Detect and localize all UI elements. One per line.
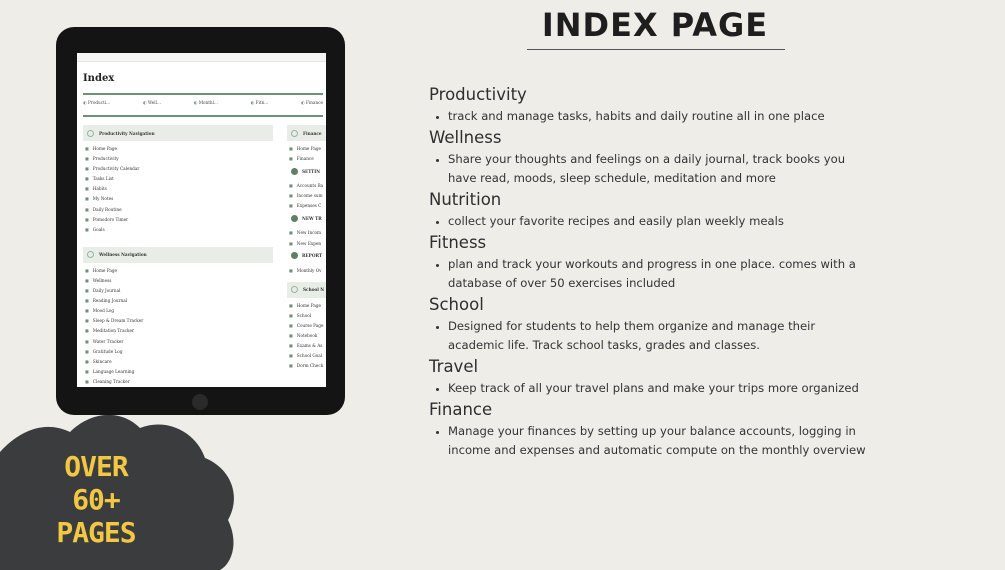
report-list [287, 263, 326, 276]
screen-tab[interactable]: ◐ Fitn... [251, 100, 269, 105]
section-heading: Finance [429, 400, 493, 419]
nav-link[interactable]: ■ Skincare [85, 357, 273, 367]
section-heading: Productivity [429, 85, 527, 104]
report-header: REPORT [287, 249, 326, 263]
section-travel [429, 356, 869, 398]
nav-link[interactable]: ■ Finance [289, 154, 326, 164]
section-heading: Wellness [429, 128, 502, 147]
nav-link[interactable]: ■ Mood Log [85, 306, 273, 316]
nav-link[interactable]: ■ Wellness [85, 276, 273, 286]
screen-top-bar [77, 53, 326, 62]
nav-link[interactable]: ■ School [289, 311, 326, 321]
section-bullets [429, 422, 869, 460]
report-icon [291, 252, 298, 259]
nav-link[interactable]: ■ Goals [85, 225, 273, 235]
screen-tab[interactable]: ◐ Finance [301, 100, 323, 105]
screen-tab[interactable]: ◐ Well... [143, 100, 161, 105]
nav-link[interactable]: ■ Expenses C [289, 201, 326, 211]
settings-icon [291, 168, 298, 175]
nav-link[interactable]: ■ Gratitude Log [85, 347, 273, 357]
school-nav-list [287, 298, 326, 372]
page-title: INDEX PAGE [541, 6, 769, 44]
nav-link[interactable]: ■ Course Page [289, 321, 326, 331]
nav-link[interactable]: ■ Productivity [85, 154, 273, 164]
section-bullet: • collect your favorite recipes and easily plan weekly meals [448, 212, 869, 231]
nav-link[interactable]: ■ Cleaning Tracker [85, 377, 273, 387]
tablet-home-button [192, 394, 208, 410]
section-bullets [429, 107, 869, 126]
section-bullet: • Keep track of all your travel plans and make your trips more organized [448, 379, 869, 398]
section-bullet: • track and manage tasks, habits and daily routine all in one place [448, 107, 869, 126]
feature-list [429, 84, 869, 461]
pages-badge [40, 450, 152, 549]
section-heading: Fitness [429, 233, 487, 252]
productivity-nav-header: Productivity Navigation [83, 125, 273, 141]
nav-link[interactable]: ■ School Goal [289, 351, 326, 361]
nav-link[interactable]: ■ New Expen [289, 239, 326, 249]
section-bullet: • Share your thoughts and feelings on a daily journal, track books you have read, moods, sleep schedule, meditation and more [448, 150, 869, 188]
nav-link[interactable]: ■ Daily Routine [85, 205, 273, 215]
productivity-nav-list [83, 141, 273, 235]
screen-title: Index [83, 73, 115, 84]
nav-link[interactable]: ■ Home Page [85, 266, 273, 276]
right-column [287, 125, 326, 371]
tablet-screen [77, 53, 326, 387]
section-bullet: • Designed for students to help them organize and manage their academic life. Track school tasks, grades and classes. [448, 317, 869, 355]
section-heading: School [429, 295, 484, 314]
section-fitness [429, 232, 869, 293]
screen-divider [83, 93, 323, 95]
nav-link[interactable]: ■ Habits [85, 184, 273, 194]
section-productivity [429, 84, 869, 126]
nav-link[interactable]: ■ Meditation Tracker [85, 326, 273, 336]
nav-link[interactable]: ■ Home Page [289, 144, 326, 154]
badge-line-2: 60+ [72, 483, 120, 516]
nav-circle-icon [291, 130, 298, 137]
section-nutrition [429, 189, 869, 231]
section-bullets [429, 317, 869, 355]
section-bullets [429, 150, 869, 188]
finance-nav-list [287, 141, 326, 164]
screen-tab[interactable]: ◐ Monthl... [194, 100, 218, 105]
section-heading: Nutrition [429, 190, 502, 209]
plus-icon [291, 215, 298, 222]
nav-link[interactable]: ■ Sleep & Dream Tracker [85, 316, 273, 326]
section-bullet: • Manage your finances by setting up your balance accounts, logging in income and expenses and automatic compute on the monthly overview [448, 422, 869, 460]
nav-link[interactable]: ■ My Notes [85, 194, 273, 204]
nav-link[interactable]: ■ Notebook [289, 331, 326, 341]
nav-link[interactable]: ■ Daily Journal [85, 286, 273, 296]
section-finance [429, 399, 869, 460]
new-tr-list [287, 225, 326, 248]
section-bullets [429, 212, 869, 231]
nav-link[interactable]: ■ Pomodoro Timer [85, 215, 273, 225]
nav-link[interactable]: ■ Productivity Calendar [85, 164, 273, 174]
section-bullet: • plan and track your workouts and progress in one place. comes with a database of over 50 exercises included [448, 255, 869, 293]
nav-link[interactable]: ■ Water Tracker [85, 337, 273, 347]
section-wellness [429, 127, 869, 188]
nav-link[interactable]: ■ Accounts Ba [289, 181, 326, 191]
section-bullets [429, 255, 869, 293]
nav-circle-icon [87, 130, 94, 137]
screen-tab[interactable]: ◐ Producti... [83, 100, 110, 105]
nav-link[interactable]: ■ Monthly Ov [289, 266, 326, 276]
section-bullets [429, 379, 869, 398]
nav-link[interactable]: ■ Home Page [85, 144, 273, 154]
nav-link[interactable]: ■ New Incom [289, 228, 326, 238]
badge-line-1: OVER [64, 450, 128, 483]
nav-link[interactable]: ■ Home Page [289, 301, 326, 311]
nav-link[interactable]: ■ Exams & As [289, 341, 326, 351]
settings-list [287, 178, 326, 211]
nav-link[interactable]: ■ Income sum [289, 191, 326, 201]
nav-link[interactable]: ■ Reading Journal [85, 296, 273, 306]
nav-circle-icon [87, 251, 94, 258]
wellness-nav-header: Wellness Navigation [83, 247, 273, 263]
new-tr-header: NEW TR [287, 211, 326, 225]
left-column [83, 125, 273, 387]
school-nav-header: School N [287, 282, 326, 298]
section-school [429, 294, 869, 355]
section-heading: Travel [429, 357, 479, 376]
badge-line-3: PAGES [56, 516, 136, 549]
screen-divider [83, 115, 323, 117]
settings-header: SETTIN [287, 164, 326, 178]
nav-link[interactable]: ■ Tasks List [85, 174, 273, 184]
screen-tabs [83, 100, 323, 105]
nav-link[interactable]: ■ Language Learning [85, 367, 273, 377]
finance-nav-header: Finance [287, 125, 326, 141]
nav-circle-icon [291, 286, 298, 293]
title-underline [527, 49, 785, 50]
nav-link[interactable]: ■ Dorm Check [289, 361, 326, 371]
wellness-nav-list [83, 263, 273, 387]
